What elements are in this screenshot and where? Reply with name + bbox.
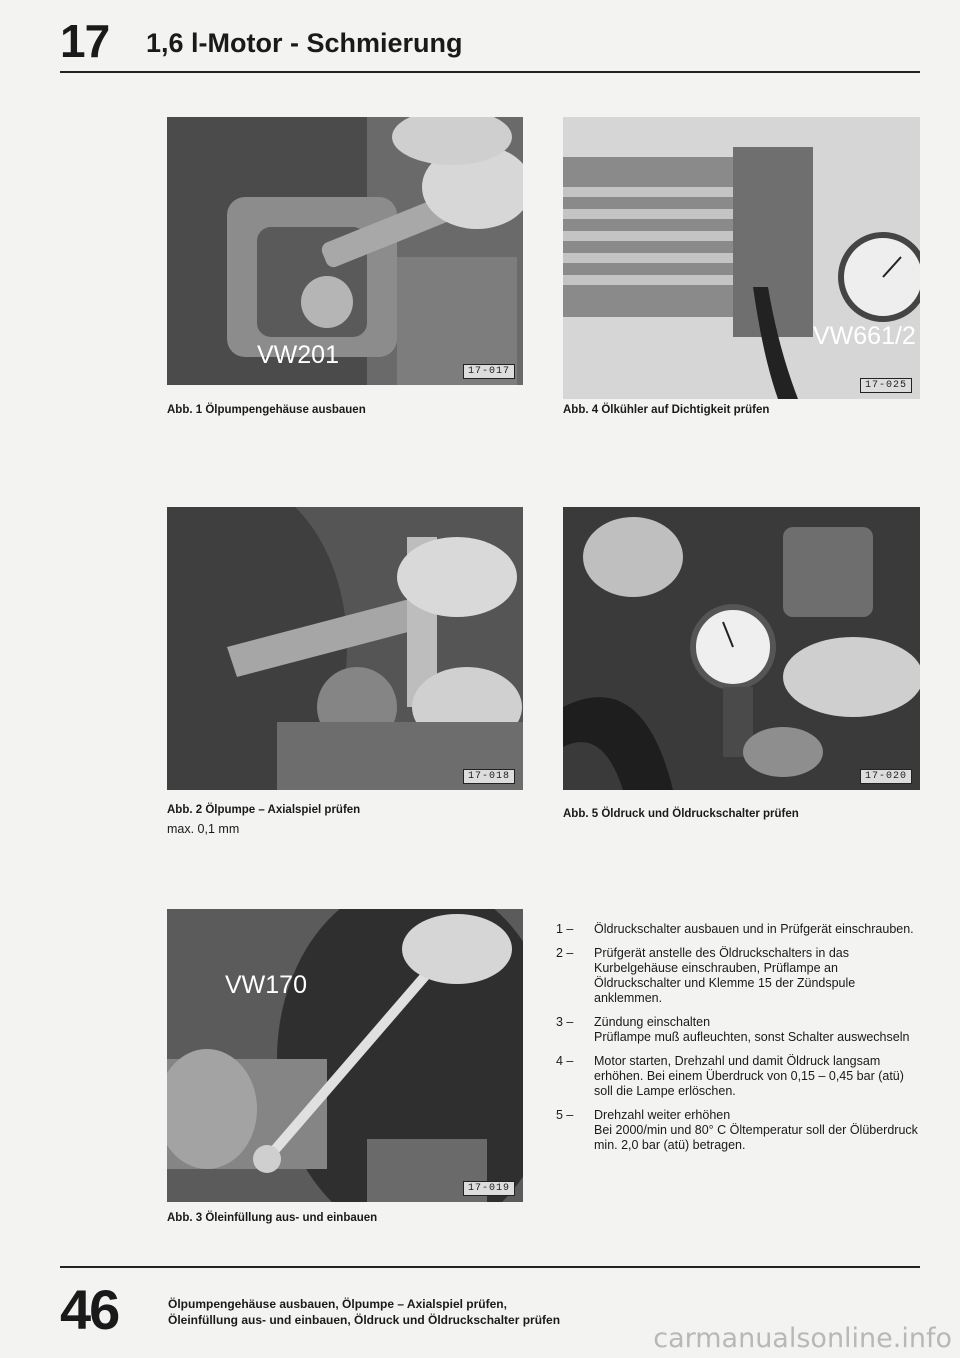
- figure-5-photo: [563, 507, 920, 790]
- header-rule: [60, 71, 920, 73]
- figure-4-tool-label: VW661/2: [813, 322, 916, 350]
- figure-1-photo: [167, 117, 523, 385]
- step-item: [556, 1108, 926, 1153]
- step-number: 2 –: [556, 946, 574, 960]
- step-number: 3 –: [556, 1015, 574, 1029]
- chapter-number: 17: [60, 15, 110, 67]
- step-item: [556, 946, 926, 1006]
- figure-5-code: 17-020: [860, 769, 912, 784]
- site-watermark: carmanualsonline.info: [653, 1323, 952, 1354]
- footer-summary: [168, 1296, 560, 1328]
- figure-2-caption: Abb. 2 Ölpumpe – Axialspiel prüfen: [167, 804, 361, 816]
- step-text: Motor starten, Drehzahl und damit Öldruck langsam erhöhen. Bei einem Überdruck von 0,15 – 0,45 bar (atü) soll die Lampe erlöschen.: [594, 1054, 904, 1098]
- figure-3-caption: Abb. 3 Öleinfüllung aus- und einbauen: [167, 1212, 378, 1224]
- step-number: 4 –: [556, 1054, 574, 1068]
- step-number: 5 –: [556, 1108, 574, 1122]
- chapter-title: 1,6 l-Motor - Schmierung: [146, 28, 463, 58]
- figure-2-code: 17-018: [463, 769, 515, 784]
- step-text: Drehzahl weiter erhöhen Bei 2000/min und 80° C Öltemperatur soll der Ölüberdruck min. 2,0 bar (atü) betragen.: [594, 1108, 918, 1152]
- step-text: Zündung einschalten Prüflampe muß aufleuchten, sonst Schalter auswechseln: [594, 1015, 910, 1044]
- footer-line-2: Öleinfüllung aus- und einbauen, Öldruck und Öldruckschalter prüfen: [168, 1313, 561, 1327]
- step-item: [556, 922, 926, 937]
- figure-2-subcaption: max. 0,1 mm: [167, 822, 240, 836]
- figure-1-code: 17-017: [463, 364, 515, 379]
- step-text: Öldruckschalter ausbauen und in Prüfgerät einschrauben.: [594, 922, 914, 936]
- figure-3-code: 17-019: [463, 1181, 515, 1196]
- step-number: 1 –: [556, 922, 574, 936]
- step-item: [556, 1054, 926, 1099]
- figure-4-code: 17-025: [860, 378, 912, 393]
- footer-line-1: Ölpumpengehäuse ausbauen, Ölpumpe – Axialspiel prüfen,: [168, 1297, 507, 1311]
- figure-3-tool-label: VW170: [225, 971, 307, 999]
- figure-3-photo: [167, 909, 523, 1202]
- procedure-steps: [556, 922, 926, 1162]
- step-text: Prüfgerät anstelle des Öldruckschalters in das Kurbelgehäuse einschrauben, Prüflampe an Öldruckschalter und Klemme 15 der Zündspule anklemmen.: [594, 946, 856, 1005]
- step-item: [556, 1015, 926, 1045]
- page-number: 46: [60, 1278, 119, 1341]
- figure-1-caption: Abb. 1 Ölpumpengehäuse ausbauen: [167, 404, 366, 416]
- figure-4-photo: [563, 117, 920, 399]
- figure-5-caption: Abb. 5 Öldruck und Öldruckschalter prüfen: [563, 808, 799, 820]
- footer-rule: [60, 1266, 920, 1268]
- figure-1-tool-label: VW201: [257, 341, 339, 369]
- figure-4-caption: Abb. 4 Ölkühler auf Dichtigkeit prüfen: [563, 404, 770, 416]
- figure-2-photo: [167, 507, 523, 790]
